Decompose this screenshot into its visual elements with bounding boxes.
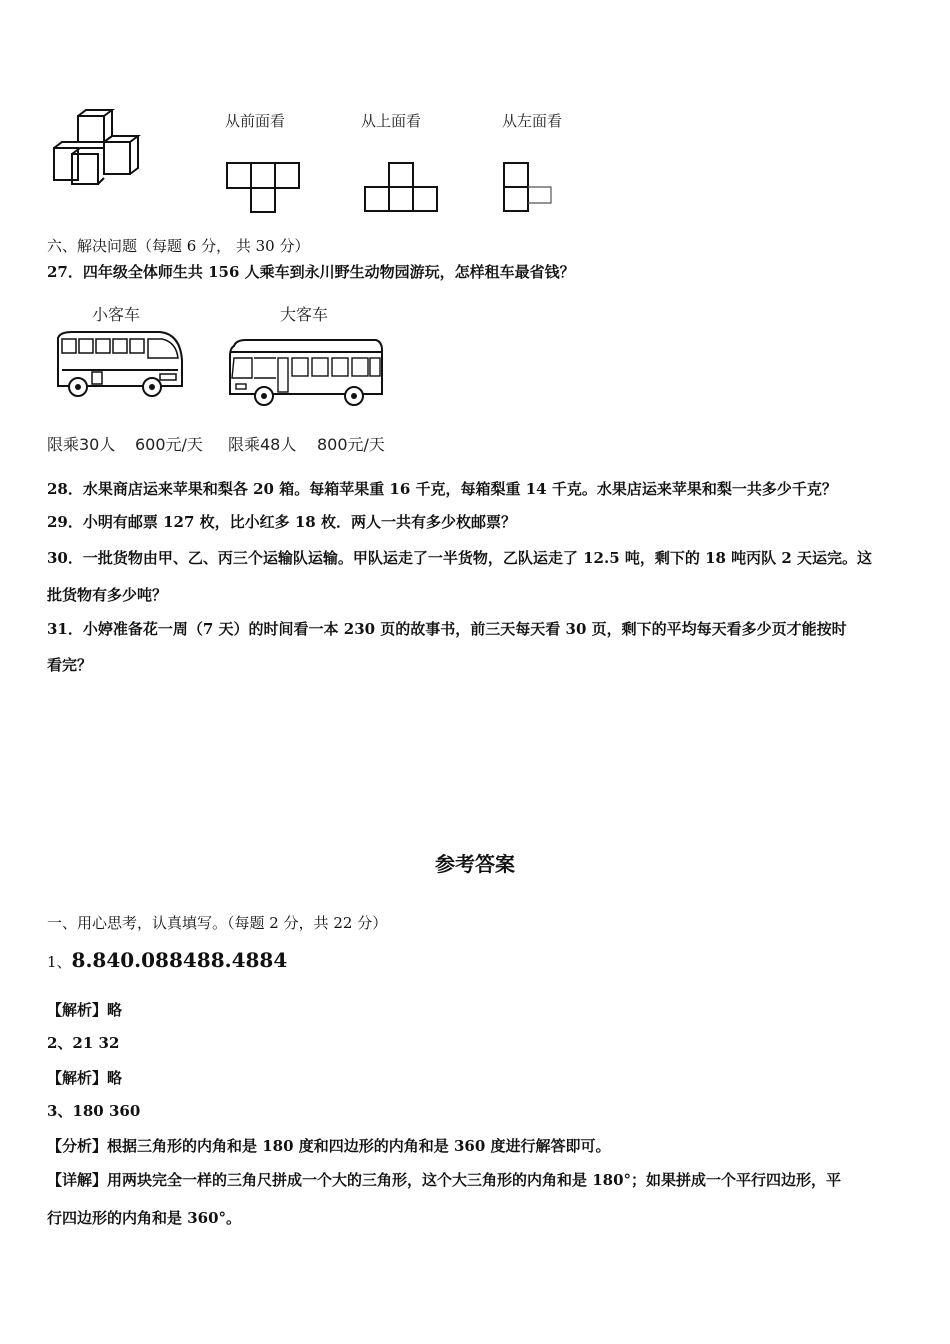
question-29: 29．小明有邮票 127 枚，比小红多 18 枚．两人一共有多少枚邮票？ — [47, 513, 516, 531]
large-bus-price: 800元/天 — [317, 435, 385, 454]
small-bus-price: 600元/天 — [135, 435, 203, 454]
question-27: 27．四年级全体师生共 156 人乘车到永川野生动物园游玩，怎样租车最省钱？ — [47, 263, 575, 281]
answer-3-detail-line1: 【详解】用两块完全一样的三角尺拼成一个大的三角形，这个大三角形的内角和是 180°；如果拼成一个平行四边形，平 — [47, 1171, 842, 1189]
question-30-line2: 批货物有多少吨？ — [47, 586, 168, 604]
question-28: 28．水果商店运来苹果和梨各 20 箱。每箱苹果重 16 千克，每箱梨重 14 千克。水果店运来苹果和梨一共多少千克？ — [47, 480, 837, 498]
question-30-line1: 30．一批货物由甲、乙、丙三个运输队运输。甲队运走了一半货物，乙队运走了 12.5 吨，剩下的 18 吨丙队 2 天运完。这 — [47, 549, 873, 567]
answer-1-value: 8.840.088488.4884 — [71, 948, 288, 972]
answer-3-detail-line2: 行四边形的内角和是 360°。 — [47, 1209, 242, 1227]
top-view-label: 从上面看 — [361, 112, 422, 130]
answer-2: 2、21 32 — [47, 1034, 120, 1052]
section6-heading: 六、解决问题（每题 6 分， 共 30 分） — [47, 237, 310, 255]
small-bus-title: 小客车 — [92, 305, 141, 324]
left-view-label: 从左面看 — [502, 112, 563, 130]
question-31-line2: 看完？ — [47, 656, 93, 674]
left-view-figure — [503, 162, 555, 214]
front-view-figure — [226, 162, 302, 214]
answer-1-prefix: 1、 — [47, 953, 72, 971]
large-bus-illustration — [226, 336, 386, 408]
answer-1-note: 【解析】略 — [47, 1001, 123, 1019]
answer-3-analysis: 【分析】根据三角形的内角和是 180 度和四边形的内角和是 360 度进行解答即可。 — [47, 1137, 611, 1155]
answers-section1-heading: 一、用心思考，认真填写。（每题 2 分，共 22 分） — [47, 914, 388, 932]
large-bus-title: 大客车 — [280, 305, 329, 324]
cube-figure — [50, 108, 150, 188]
question-31-line1: 31．小婷准备花一周（7 天）的时间看一本 230 页的故事书，前三天每天看 30 页，剩下的平均每天看多少页才能按时 — [47, 620, 847, 638]
small-bus-capacity: 限乘30人 — [47, 435, 116, 454]
answer-2-note: 【解析】略 — [47, 1069, 123, 1087]
answer-3: 3、180 360 — [47, 1102, 141, 1120]
large-bus-capacity: 限乘48人 — [228, 435, 297, 454]
answers-title: 参考答案 — [435, 852, 515, 876]
top-view-figure — [364, 162, 440, 214]
front-view-label: 从前面看 — [225, 112, 286, 130]
small-bus-illustration — [52, 330, 186, 400]
answer-1 — [47, 947, 287, 975]
